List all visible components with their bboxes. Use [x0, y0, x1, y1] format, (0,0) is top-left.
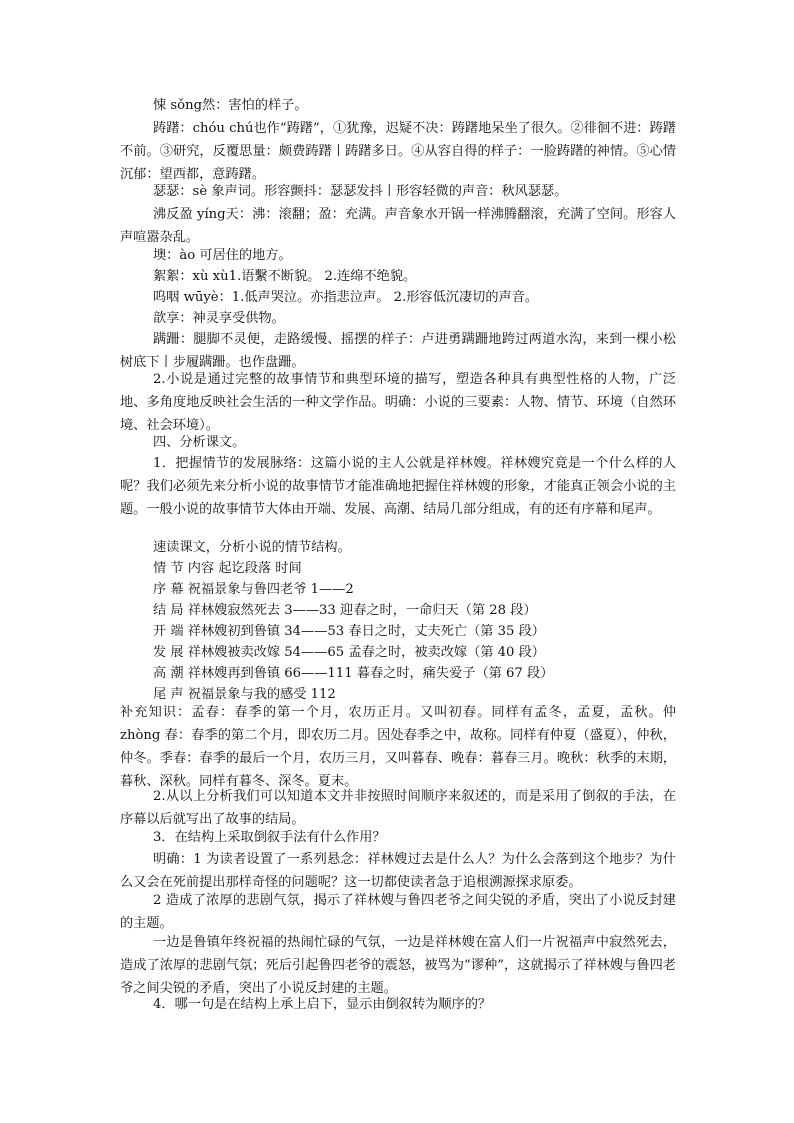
paragraph-flashback: 2.从以上分析我们可以知道本文并非按照时间顺序来叙述的，而是采用了倒叙的手法，在序幕以后就写出了故事的结局。: [120, 789, 676, 827]
section-heading-analysis: 四、分析课文。: [153, 435, 246, 450]
answer-3-part-1: 明确：1 为读者设置了一系列悬念：祥林嫂过去是什么人？为什么会落到这个地步？为什么又会在死前提出那样奇怪的问题呢？这一切都使读者急于追根溯源探求原委。: [120, 852, 676, 890]
answer-3-explanation: 一边是鲁镇年终祝福的热闹忙碌的气氛，一边是祥林嫂在富人们一片祝福声中寂然死去，造成了浓厚的悲剧气氛；死后引起鲁四老爷的震怒，被骂为“谬种”，这就揭示了祥林嫂与鲁四老爷之间尖锐的矛盾，突出了小说反封建的主题。: [120, 935, 676, 996]
question-3: 3．在结构上采取倒叙手法有什么作用？: [153, 830, 386, 845]
structure-row-epilogue: 尾 声 祝福景象与我的感受 112: [153, 687, 336, 702]
structure-row-beginning: 开 端 祥林嫂初到鲁镇 34——53 春日之时，丈夫死亡（第 35 段）: [153, 624, 545, 639]
structure-row-development: 发 展 祥林嫂被卖改嫁 54——65 孟春之时，被卖改嫁（第 40 段）: [153, 645, 545, 660]
structure-row-ending: 结 局 祥林嫂寂然死去 3——33 迎春之时，一命归天（第 28 段）: [153, 603, 537, 618]
structure-row-climax: 高 潮 祥林嫂再到鲁镇 66——111 暮春之时，痛失爱子（第 67 段）: [153, 666, 554, 681]
structure-row-header: 情 节 内容 起讫段落 时间: [153, 561, 302, 576]
paragraph-wu-ye: 呜咽 wūyè：1.低声哭泣。亦指悲泣声。 2.形容低沉凄切的声音。: [153, 290, 539, 305]
paragraph-xu-xu: 絮絮：xù xù1.语繫不断貌。 2.连绵不绝貌。: [153, 269, 417, 284]
paragraph-xin-xiang: 歆享：神灵享受供物。: [153, 311, 285, 326]
paragraph-plot-development: 1．把握情节的发展脉络：这篇小说的主人公就是祥林嫂。祥林嫂究竟是一个什么样的人呢？我们必须先来分析小说的故事情节才能准确地把握住祥林嫂的形象，才能真正领会小说的主题。一般小说的故事情节大体由开端、发展、高潮、结局几部分组成，有的还有序幕和尾声。: [120, 456, 676, 517]
question-4: 4．哪一句是在结构上承上启下，显示由倒叙转为顺序的？: [153, 997, 492, 1012]
paragraph-chou-chu: 踌躇：chóu chú也作“踌躇”，①犹豫，迟疑不决：踌躇地呆坐了很久。②徘徊不进：踌躇不前。③研究，反覆思量：颇费踌躇丨踌躇多日。④从容自得的样子：一脸踌躇的神情。⑤心情沉郁：望西都，意踌躇。: [120, 121, 676, 182]
paragraph-novel-definition: 2.小说是通过完整的故事情节和典型环境的描写，塑造各种具有典型性格的人物，广泛地、多角度地反映社会生活的一种文学作品。明确：小说的三要素：人物、情节、环境（自然环境、社会环境）。: [120, 372, 676, 433]
answer-3-part-2: 2 造成了浓厚的悲剧气氛，揭示了祥林嫂与鲁四老爷之间尖锐的矛盾，突出了小说反封建的主题。: [120, 893, 676, 931]
paragraph-ao: 墺：ào 可居住的地方。: [153, 248, 292, 263]
paragraph-supplement: 补充知识：孟春：春季的第一个月，农历正月。又叫初春。同样有孟冬，孟夏，孟秋。仲 zhòng 春：春季的第二个月，即农历二月。因处春季之中，故称。同样有仲夏（盛夏），仲秋，仲冬。季春：春季的最后一个月，农历三月，又叫暮春、晚春：暮春三月。晚秋：秋季的末期，暮秋、深秋。同样有暮冬、深冬。夏末。: [120, 705, 676, 789]
paragraph-fei-fan-ying-tian: 沸反盈 yíng天：沸：滚翻；盈：充满。声音象水开锅一样沸腾翻滚，充满了空间。形容人声喧嚣杂乱。: [120, 207, 676, 245]
paragraph-speed-read: 速读课文，分析小说的情节结构。: [153, 540, 351, 555]
paragraph-se-se: 瑟瑟：sè 象声词。形容颤抖：瑟瑟发抖丨形容轻微的声音：秋风瑟瑟。: [153, 184, 568, 199]
structure-row-prologue: 序 幕 祝福景象与鲁四老爷 1——2: [153, 582, 354, 597]
paragraph-song-ran: 悚 sǒng然：害怕的样子。: [153, 98, 308, 113]
paragraph-pan-shan: 蹒跚：腿脚不灵便，走路缓慢、摇摆的样子：卢进勇蹒跚地跨过两道水沟，来到一棵小松树底下丨步履蹒跚。也作盘跚。: [120, 332, 676, 370]
